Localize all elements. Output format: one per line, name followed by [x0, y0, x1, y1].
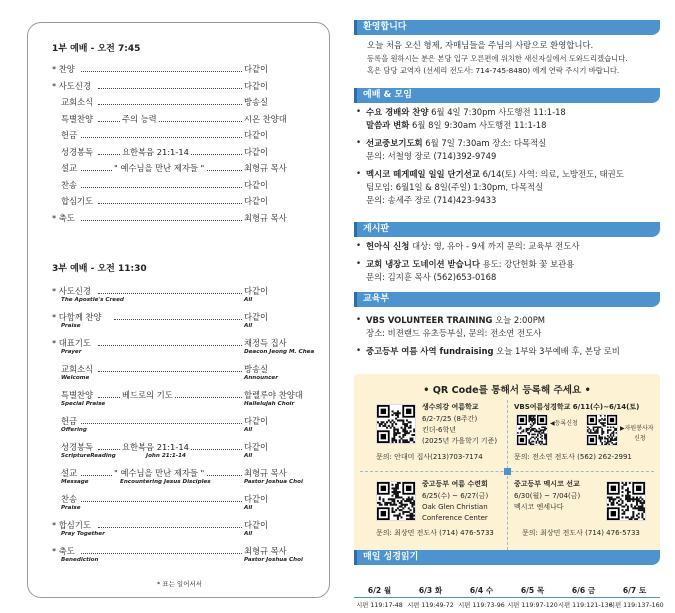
program-leader: 다같이 [244, 416, 269, 426]
reading-verse: 시편 119:17-48 [356, 602, 403, 609]
qr-registration-box [354, 374, 660, 557]
program-label: 특별찬양 [61, 390, 94, 400]
program-label: 성경봉독 [61, 442, 94, 452]
program-label: 찬송 [61, 179, 78, 190]
program-leader-en: All [244, 323, 253, 329]
program-leader-en: Deacon Jeong M. Chea [244, 349, 315, 355]
mexico-contact: 문의: 송세주 장로 (714)423-9433 [366, 195, 497, 205]
program-leader: 다같이 [244, 146, 269, 157]
retreat-venue2: Conference Center [422, 514, 488, 522]
bible-reading-header: 매일 성경읽기 [354, 550, 660, 565]
board-header: 게시판 [354, 222, 660, 237]
program-leader: 최형규 목사 [244, 468, 287, 478]
mission-prayer: 선교중보기도회 6월 7일 7:30am 장소: 다목적실 [366, 138, 547, 148]
program-label-en: Prayer [61, 349, 82, 355]
mexico-youth-title: 중고등부 멕시코 선교 [514, 480, 580, 488]
program-row [52, 80, 300, 92]
wednesday-worship: 수요 경배와 찬양 6월 4일 7:30pm 사도행전 11:1-18 [366, 107, 566, 117]
program-detail: 주의 능력 [122, 113, 157, 124]
program-leader: 방송실 [244, 364, 269, 374]
retreat-dates: 6/25(수) ~ 6/27(금) [422, 492, 489, 500]
mexico-mission: 멕시코 떼게떼일 일일 단기선교 6/14(토) 사역: 의료, 노방전도, 태권도 [366, 169, 624, 179]
leader-dots [114, 319, 242, 320]
vbs-training: VBS VOLUNTEER TRAINING 오늘 2:00PM [366, 315, 545, 325]
summer-school-dates: 6/2-7/25 (8주간) [422, 415, 478, 423]
leader-dots [98, 527, 242, 528]
worship-header: 예배 & 모임 [354, 88, 660, 103]
vbs-title: VBS여름성경학교 6/11(수)~6/14(토) [514, 403, 640, 411]
program-row [52, 63, 300, 75]
bullet: • [356, 259, 362, 269]
program-row [52, 179, 300, 191]
reading-day: 6/7 토 [609, 584, 660, 598]
program-label: 합심기도 [61, 196, 94, 206]
service1-title: 1부 예배 - 오전 7:45 [52, 44, 141, 54]
program-label-en: Praise [61, 323, 81, 329]
mexico-youth-dates: 6/30(월) ~ 7/04(금) [514, 492, 581, 500]
program-leader: 최형규 목사 [244, 212, 287, 223]
welcome-line1: 오늘 처음 오신 형제, 자매님들을 주님의 사랑으로 환영합니다. [367, 40, 594, 50]
reading-verse: 시편 119:49-72 [407, 602, 454, 609]
program-leader: 채정득 집사 [244, 338, 287, 348]
program-leader: 최형규 목사 [244, 546, 287, 556]
program-leader: 다같이 [244, 520, 269, 530]
program-row [52, 162, 300, 174]
program-leader-en: Pastor Joshua Choi [244, 479, 303, 485]
program-leader: 방송실 [244, 97, 269, 107]
summer-school-title: 생수의강 여름학교 [422, 403, 479, 411]
program-label: 설교 [61, 163, 78, 173]
leader-dots [81, 501, 242, 502]
program-label: * 축도 [52, 546, 75, 556]
program-row [52, 415, 300, 427]
mission-prayer-contact: 문의: 서철영 장로 (714)392-9749 [366, 151, 497, 161]
leader-dots [81, 423, 242, 424]
program-detail-en: Encountering Jesus Disciples [120, 479, 211, 485]
bullet: • [356, 315, 362, 325]
program-label: 특별찬양 [61, 113, 94, 124]
program-leader-en: Hallelujah Choir [244, 401, 295, 407]
qr-code-youth-retreat[interactable] [376, 481, 416, 521]
program-label-en: Special Praise [61, 401, 106, 407]
program-leader: 최형규 목사 [244, 163, 287, 173]
bullet: • [356, 138, 362, 148]
program-row [52, 363, 300, 375]
summer-school-note: (2025년 가을학기 기준) [422, 437, 498, 445]
qr-code-vbs-register[interactable] [516, 414, 548, 446]
program-label: 헌금 [61, 130, 78, 140]
program-leader-en: Pastor Joshua Choi [244, 557, 303, 563]
program-label-en: Benediction [61, 557, 99, 563]
leader-dots [81, 137, 242, 138]
program-label-en: Offering [61, 427, 87, 433]
retreat-title: 중고등부 여름 수련회 [422, 480, 488, 488]
program-label: 설교 [61, 468, 78, 478]
program-row [52, 467, 300, 479]
bullet: • [356, 241, 362, 251]
program-label: 교회소식 [61, 97, 94, 107]
program-label: 찬송 [61, 494, 78, 504]
leader-dots [81, 187, 242, 188]
program-row [52, 311, 300, 323]
vbs-register-label: ◀등록신청 [550, 420, 578, 427]
welcome-header: 환영합니다 [354, 20, 660, 35]
program-label: 성경봉독 [61, 146, 94, 157]
fridge-donation: 교회 냉장고 도네이션 받습니다 용도: 강단헌화 꽃 보관용 [366, 259, 575, 269]
qr-code-mexico-youth[interactable] [606, 481, 646, 521]
program-leader-en: All [244, 505, 253, 511]
word-and-change: 말씀과 변화 6월 8일 9:30am 사도행전 11:1-18 [366, 120, 547, 130]
program-leader-en: All [244, 531, 253, 537]
leader-dots [98, 203, 242, 204]
program-label: 헌금 [61, 416, 78, 426]
divider-dot [504, 468, 511, 475]
program-row [52, 337, 300, 349]
service3-title: 3부 예배 - 오전 11:30 [52, 264, 147, 274]
reading-day: 6/4 수 [456, 584, 507, 598]
vbs-volunteer-label: ▶자원봉사자 [620, 425, 654, 432]
program-label-en: Message [61, 479, 89, 485]
program-leader-en: All [244, 297, 253, 303]
reading-day: 6/5 목 [507, 584, 558, 598]
program-label: * 합심기도 [52, 520, 91, 530]
leader-dots [98, 88, 242, 89]
program-detail-en: John 21:1-14 [146, 453, 186, 459]
vbs-contact: 문의: 전소연 전도사 (562) 262-2991 [514, 453, 632, 461]
qr-code-summer-school[interactable] [376, 404, 416, 444]
program-leader: 다같이 [244, 494, 269, 504]
program-leader: 다같이 [244, 130, 269, 140]
program-label: 교회소식 [61, 364, 94, 374]
retreat-contact: 문의: 최상민 전도사 (714) 476-5733 [376, 529, 494, 537]
program-label-en: Welcome [61, 375, 90, 381]
program-label: * 찬양 [52, 64, 75, 74]
program-leader: 다같이 [244, 442, 269, 452]
leader-dots [81, 71, 242, 72]
mexico-youth-contact: 문의: 최상민 전도사 (714) 476-5733 [522, 529, 640, 537]
welcome-line3: 혹은 담당 교역자 (선세리 전도사: 714-745-8480) 에게 연락 주시기 바랍니다. [367, 66, 620, 75]
leader-dots [98, 104, 242, 105]
dedication-signup: 헌아식 신청 대상: 영, 유아 - 9세 까지 문의: 교육부 전도사 [366, 241, 580, 251]
reading-day: 6/6 금 [558, 584, 609, 598]
vbs-volunteer-label2: 신청 [634, 435, 646, 442]
program-row [52, 389, 303, 401]
leader-dots [81, 553, 242, 554]
program-row [52, 519, 300, 531]
program-row [52, 212, 300, 224]
qr-title: • QR Code를 통해서 등록해 주세요 • [423, 385, 591, 396]
reading-verse: 시편 119:97-120 [507, 602, 558, 609]
program-detail: " 예수님을 만난 제자들 " [114, 163, 205, 173]
divider [507, 400, 508, 550]
program-leader: 다같이 [244, 312, 269, 322]
program-detail: 요한복음 21:1-14 [122, 146, 189, 157]
summer-school-grades: 킨더-6학년 [422, 426, 457, 434]
program-label: * 대표기도 [52, 338, 91, 348]
education-header: 교육부 [354, 292, 660, 307]
program-detail: " 예수님을 만난 제자들 " [114, 468, 205, 478]
bullet: • [356, 169, 362, 179]
program-leader: 다같이 [244, 80, 269, 91]
vbs-training-location: 장소: 비젼랜드 유초등부실, 문의: 전소연 전도사 [366, 328, 542, 338]
program-detail: 요한복음 21:1-14 [122, 442, 189, 452]
standing-footnote: * 표는 일어서서 [156, 580, 203, 588]
program-leader: 다같이 [244, 286, 269, 296]
program-detail: 베드로의 기도 [122, 390, 173, 400]
bullet: • [356, 107, 362, 117]
retreat-venue1: Oak Glen Christian [422, 503, 488, 511]
program-leader: 시온 찬양대 [244, 113, 287, 124]
program-leader: 다같이 [244, 179, 269, 190]
program-label-en: ScriptureReading [61, 453, 116, 459]
program-label-en: Praise [61, 505, 81, 511]
reading-verse: 시편 119:73-96 [458, 602, 505, 609]
reading-verse: 시편 119:137-160 [609, 602, 664, 609]
program-row [52, 493, 300, 505]
program-row [52, 285, 300, 297]
program-label-en: The Apostle's Creed [61, 297, 124, 303]
leader-dots [98, 293, 242, 294]
program-label-en: Pray Together [61, 531, 105, 537]
program-leader: 다같이 [244, 64, 269, 74]
program-label: * 사도신경 [52, 286, 91, 296]
program-row [52, 545, 300, 557]
mexico-team-meeting: 팀모임: 6월1일 & 8일(주일) 1:30pm, 다목적실 [366, 182, 544, 192]
program-leader-en: Announcer [244, 375, 278, 381]
program-row [52, 441, 300, 453]
program-label: * 축도 [52, 212, 75, 223]
qr-code-vbs-volunteer[interactable] [586, 414, 618, 446]
youth-fundraising: 중고등부 여름 사역 fundraising 오늘 1부와 3부예배 후, 본당 로비 [366, 346, 620, 356]
leader-dots [98, 371, 242, 372]
summer-school-contact: 문의: 안대미 집사(213)703-7174 [376, 453, 483, 461]
welcome-line2: 등록을 원하시는 분은 본당 입구 오른편에 위치한 새신자실에서 도와드리겠습니다. [367, 54, 628, 63]
reading-day: 6/3 화 [405, 584, 456, 598]
bullet: • [356, 346, 362, 356]
program-row [52, 96, 300, 108]
program-label: * 다함께 찬양 [52, 312, 102, 322]
reading-day: 6/2 월 [354, 584, 405, 598]
reading-verse: 시편 119:121-136 [558, 602, 613, 609]
program-row [52, 129, 300, 141]
mexico-youth-place: 멕시코 엔세나다 [514, 503, 564, 511]
program-row [52, 146, 300, 158]
program-row [52, 113, 300, 125]
program-leader: 할렐루야 찬양대 [244, 390, 303, 400]
program-row [52, 195, 300, 207]
program-leader-en: All [244, 427, 253, 433]
program-label: * 사도신경 [52, 80, 91, 91]
program-leader: 다같이 [244, 196, 269, 206]
program-leader-en: All [244, 453, 253, 459]
fridge-contact: 문의: 김지훈 목사 (562)653-0168 [366, 272, 497, 282]
leader-dots [81, 220, 242, 221]
leader-dots [98, 345, 242, 346]
order-of-worship-panel [27, 22, 330, 598]
